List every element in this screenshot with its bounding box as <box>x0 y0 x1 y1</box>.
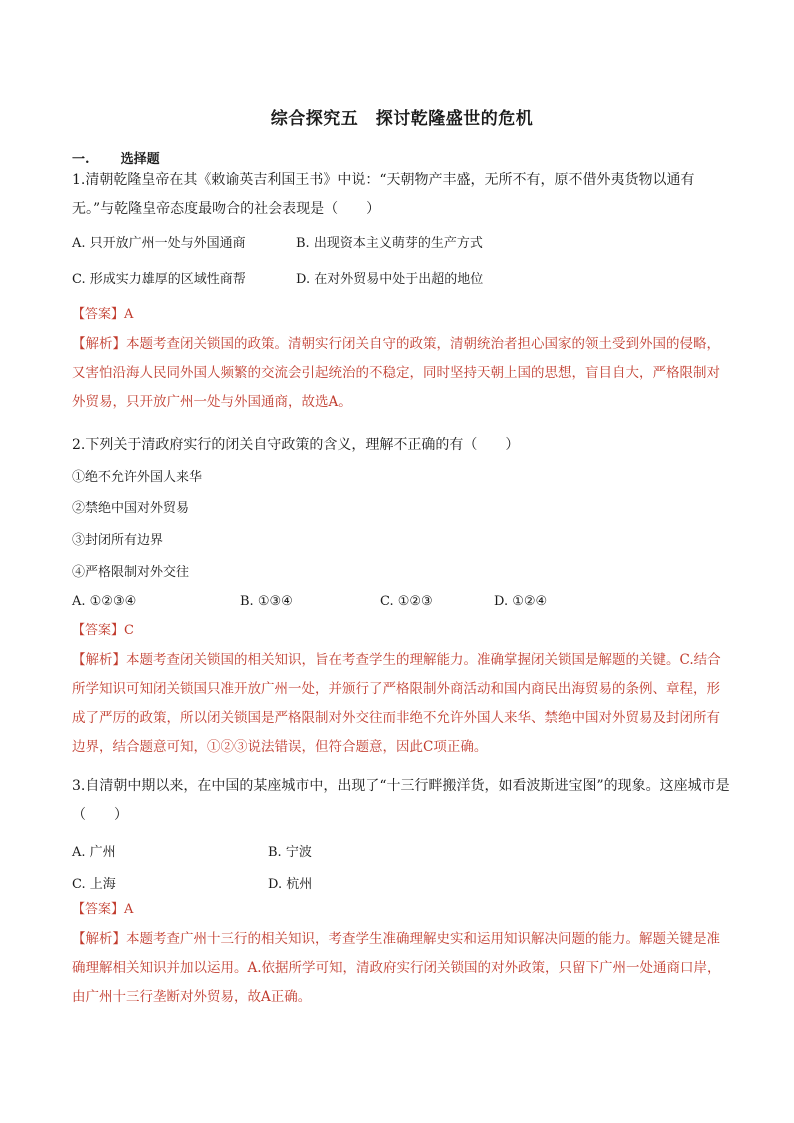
q2-item-4: ④严格限制对外交往 <box>72 565 190 580</box>
q2-item-1: ①绝不允许外国人来华 <box>72 470 203 485</box>
section-number: 一. <box>72 152 90 167</box>
q1-answer: 【答案】A <box>72 307 134 322</box>
page-title: 综合探究五 探讨乾隆盛世的危机 <box>270 109 534 129</box>
section-heading <box>72 148 160 167</box>
q3-option-b: B. 宁波 <box>268 845 312 860</box>
q1-option-a: A. 只开放广州一处与外国通商 <box>72 236 246 251</box>
q2-analysis: 【解析】本题考查闭关锁国的相关知识，旨在考查学生的理解能力。准确掌握闭关锁国是解题的关键。C.结合所学知识可知闭关锁国只准开放广州一处，并颁行了严格限制外商活动和国内商民出海贸易的条例、章程，形成了严厉的政策，所以闭关锁国是严格限制对外交往而非绝不允许外国人来华、禁绝中国对外贸易及封闭所有边界，结合题意可知，①②③说法错误，但符合题意，因此C项正确。 <box>72 652 721 755</box>
q1-option-d: D. 在对外贸易中处于出超的地位 <box>296 272 484 287</box>
q2-option-b: B. ①③④ <box>240 594 293 609</box>
q1-option-c: C. 形成实力雄厚的区域性商帮 <box>72 272 246 287</box>
question-2-stem: 2.下列关于清政府实行的闭关自守政策的含义，理解不正确的有（ ） <box>72 437 520 453</box>
q1-option-b: B. 出现资本主义萌芽的生产方式 <box>296 236 483 251</box>
q2-option-a: A. ①②③④ <box>72 594 137 609</box>
q3-answer: 【答案】A <box>72 902 134 917</box>
q2-answer: 【答案】C <box>72 623 134 638</box>
question-1-stem: 1.清朝乾隆皇帝在其《敕谕英吉利国王书》中说：“天朝物产丰盛，无所不有，原不借外夷货物以通有无。”与乾隆皇帝态度最吻合的社会表现是（ ） <box>72 172 695 217</box>
q3-option-c: C. 上海 <box>72 877 116 892</box>
q2-item-3: ③封闭所有边界 <box>72 533 164 548</box>
q3-option-a: A. 广州 <box>72 845 116 860</box>
question-3-stem: 3.自清朝中期以来，在中国的某座城市中，出现了“十三行畔搬洋货，如看波斯进宝图”的现象。这座城市是（ ） <box>72 778 730 823</box>
q3-analysis: 【解析】本题考查广州十三行的相关知识，考查学生准确理解史实和运用知识解决问题的能力。解题关键是准确理解相关知识并加以运用。A.依据所学可知，清政府实行闭关锁国的对外政策，只留下广州一处通商口岸，由广州十三行垄断对外贸易，故A正确。 <box>72 931 721 1005</box>
q2-item-2: ②禁绝中国对外贸易 <box>72 501 190 516</box>
q3-option-d: D. 杭州 <box>268 877 313 892</box>
section-label: 选择题 <box>120 152 160 167</box>
q2-option-c: C. ①②③ <box>380 594 433 609</box>
q2-option-d: D. ①②④ <box>494 594 548 609</box>
q1-analysis: 【解析】本题考查闭关锁国的政策。清朝实行闭关自守的政策，清朝统治者担心国家的领土受到外国的侵略，又害怕沿海人民同外国人频繁的交流会引起统治的不稳定，同时坚持天朝上国的思想，盲目自大，严格限制对外贸易，只开放广州一处与外国通商，故选A。 <box>72 336 720 410</box>
